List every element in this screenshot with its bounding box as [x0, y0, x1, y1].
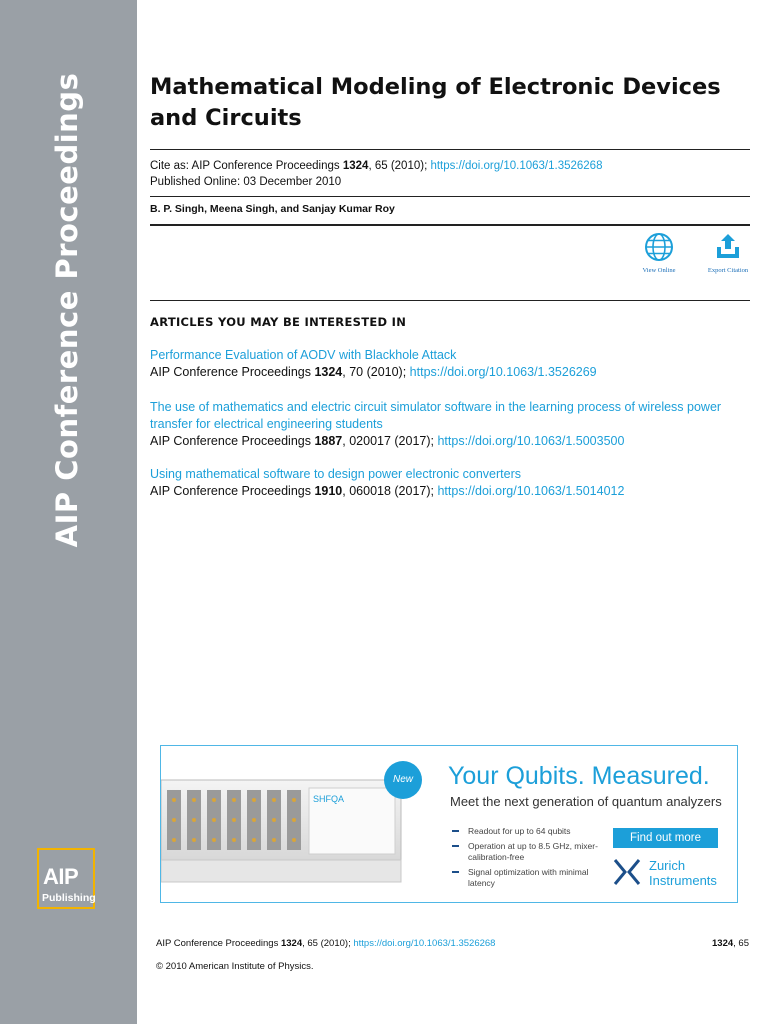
- view-online-label: View Online: [642, 267, 676, 274]
- related-article-title[interactable]: The use of mathematics and electric circuit simulator software in the learning process of wireless power transfer for electrical engineering students: [150, 400, 722, 431]
- zurich-instruments-x-icon: [613, 858, 641, 886]
- find-out-more-button[interactable]: Find out more: [613, 828, 718, 848]
- journal-sidebar: [0, 0, 137, 1024]
- related-article-citation: AIP Conference Proceedings 1324, 70 (2010); https://doi.org/10.1063/1.3526269: [150, 365, 597, 379]
- doi-link[interactable]: https://doi.org/10.1063/1.3526268: [430, 160, 603, 172]
- related-article-title[interactable]: Using mathematical software to design power electronic converters: [150, 467, 522, 481]
- aip-publishing-logo[interactable]: [37, 848, 95, 909]
- divider: [150, 300, 750, 301]
- footer-doi-link[interactable]: https://doi.org/10.1063/1.3526268: [353, 938, 496, 949]
- related-article-citation: AIP Conference Proceedings 1887, 020017 (2017); https://doi.org/10.1063/1.5003500: [150, 434, 625, 448]
- related-article: [150, 466, 750, 500]
- ad-feature: Operation at up to 8.5 GHz, mixer-calibration-free: [452, 841, 598, 863]
- advertisement-banner[interactable]: [160, 745, 738, 903]
- doi-link[interactable]: https://doi.org/10.1063/1.5003500: [437, 434, 625, 448]
- related-article: [150, 347, 750, 381]
- logo-text-aip: AIP: [43, 864, 79, 889]
- brand-line-2: Instruments: [649, 873, 717, 888]
- ad-feature-list: [452, 826, 598, 893]
- device-label: SHFQA: [313, 794, 345, 804]
- view-online-button[interactable]: [634, 232, 684, 274]
- doi-link[interactable]: https://doi.org/10.1063/1.3526269: [409, 365, 597, 379]
- doi-link[interactable]: https://doi.org/10.1063/1.5014012: [437, 484, 625, 498]
- cite-volume: 1324: [342, 160, 369, 172]
- globe-icon: [644, 232, 674, 262]
- journal-name: AIP Conference Proceedings: [50, 72, 84, 548]
- copyright-notice: © 2010 American Institute of Physics.: [156, 961, 314, 972]
- divider: [150, 149, 750, 150]
- ad-feature: Readout for up to 64 qubits: [452, 826, 598, 837]
- ad-subheadline: Meet the next generation of quantum analyzers: [450, 794, 722, 809]
- related-article: [150, 399, 750, 450]
- footer-citation: AIP Conference Proceedings 1324, 65 (2010); https://doi.org/10.1063/1.3526268: [156, 938, 496, 949]
- related-article-citation: AIP Conference Proceedings 1910, 060018 (2017); https://doi.org/10.1063/1.5014012: [150, 484, 625, 498]
- related-article-title[interactable]: Performance Evaluation of AODV with Blackhole Attack: [150, 348, 457, 362]
- ad-feature: Signal optimization with minimal latency: [452, 867, 598, 889]
- quantum-analyzer-device-image: [161, 776, 411, 900]
- logo-text-publishing: Publishing: [42, 892, 96, 904]
- published-date: Published Online: 03 December 2010: [150, 176, 342, 188]
- export-citation-button[interactable]: [703, 232, 753, 274]
- divider: [150, 224, 750, 226]
- export-citation-label: Export Citation: [707, 267, 749, 274]
- ad-headline: Your Qubits. Measured.: [448, 762, 710, 790]
- cite-as: Cite as: AIP Conference Proceedings 1324, 65 (2010); https://doi.org/10.1063/1.3526268: [150, 160, 603, 172]
- related-articles-heading: ARTICLES YOU MAY BE INTERESTED IN: [150, 315, 407, 329]
- brand-line-1: Zurich: [649, 858, 686, 873]
- author-list: B. P. Singh, Meena Singh, and Sanjay Kumar Roy: [150, 203, 395, 215]
- zurich-instruments-logo: [613, 858, 717, 891]
- divider: [150, 196, 750, 197]
- footer-page-reference: 1324, 65: [712, 938, 749, 949]
- article-title: Mathematical Modeling of Electronic Devices and Circuits: [150, 74, 721, 131]
- new-badge: New: [384, 761, 422, 799]
- export-icon: [713, 232, 743, 262]
